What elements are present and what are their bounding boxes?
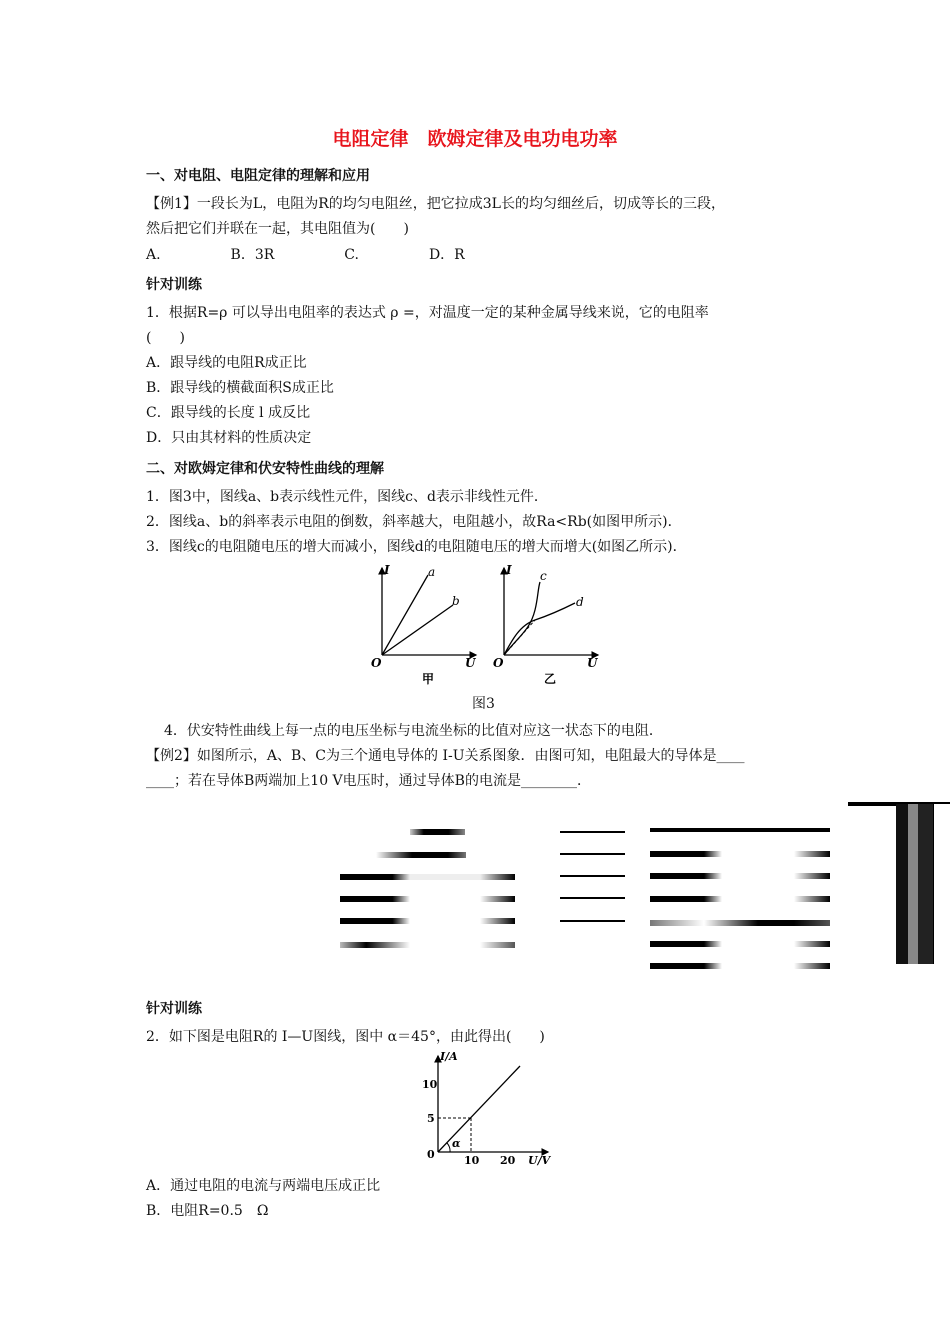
axis-u-label: U xyxy=(465,656,476,670)
section1-heading: 一、对电阻、电阻定律的理解和应用 xyxy=(146,168,370,184)
training1-heading: 针对训练 xyxy=(146,277,202,293)
question1-line2: ( ) xyxy=(146,330,185,346)
axis-i-label: I xyxy=(506,563,512,577)
line-a-label: a xyxy=(428,565,436,579)
example1-line1: 【例1】一段长为L，电阻为R的均匀电阻丝，把它拉成3L长的均匀细丝后，切成等长的三段， xyxy=(146,196,725,212)
figure-left-caption: 甲 xyxy=(422,672,435,685)
question1-option-c: C．跟导线的长度 l 成反比 xyxy=(146,405,311,421)
question2-option-a: A．通过电阻的电流与两端电压成正比 xyxy=(146,1178,381,1194)
section2-point4: 4．伏安特性曲线上每一点的电压坐标与电流坐标的比值对应这一状态下的电阻． xyxy=(164,723,663,739)
line-b xyxy=(382,605,453,655)
curve-d xyxy=(504,603,575,655)
x-axis-label: U/V xyxy=(528,1154,551,1167)
figure-right-caption: 乙 xyxy=(544,672,557,685)
line-b-label: b xyxy=(452,594,460,608)
curve-c-label: c xyxy=(540,569,547,583)
y-axis-label: I/A xyxy=(440,1050,458,1063)
question1-option-d: D．只由其材料的性质决定 xyxy=(146,430,312,446)
question2-text: 2．如下图是电阻R的 I—U图线，图中 α＝45°，由此得出( ) xyxy=(146,1029,545,1045)
origin-label: 0 xyxy=(427,1148,435,1161)
section2-point1: 1．图3中，图线a、b表示线性元件，图线c、d表示非线性元件． xyxy=(146,489,548,505)
iu-graph xyxy=(420,1048,560,1170)
training2-heading: 针对训练 xyxy=(146,1001,202,1017)
question1-option-a: A．跟导线的电阻R成正比 xyxy=(146,355,307,371)
example1-line2: 然后把它们并联在一起，其电阻值为( ) xyxy=(146,221,409,237)
axis-u-label: U xyxy=(587,656,598,670)
figure3-left-graph xyxy=(368,560,483,685)
question2-option-b: B．电阻R=0.5 Ω xyxy=(146,1203,269,1219)
line-a xyxy=(382,575,428,655)
section2-point3: 3．图线c的电阻随电压的增大而减小，图线d的电阻随电压的增大而增大(如图乙所示)． xyxy=(146,539,687,555)
x-tick-20: 20 xyxy=(500,1154,516,1167)
resistance-line xyxy=(438,1066,520,1152)
origin-label: O xyxy=(371,656,382,670)
figure3-right-graph xyxy=(490,560,605,685)
question1-line1: 1．根据R=ρ 可以导出电阻率的表达式 ρ =，对温度一定的某种金属导线来说，它的电阻率 xyxy=(146,305,709,321)
example1-options: A. B．3R C. D．R xyxy=(146,247,465,263)
section2-point2: 2．图线a、b的斜率表示电阻的倒数，斜率越大，电阻越小，故Ra<Rb(如图甲所示)． xyxy=(146,514,682,530)
section2-heading: 二、对欧姆定律和伏安特性曲线的理解 xyxy=(146,461,384,477)
figure3-caption: 图3 xyxy=(472,696,495,712)
origin-label: O xyxy=(493,656,504,670)
curve-d-label: d xyxy=(576,595,584,609)
x-tick-10: 10 xyxy=(464,1154,480,1167)
corrupted-figure-image xyxy=(0,800,950,970)
y-tick-10: 10 xyxy=(422,1078,438,1091)
example2-line2: ____；若在导体B两端加上10 V电压时，通过导体B的电流是________． xyxy=(146,773,591,789)
axis-i-label: I xyxy=(384,563,390,577)
y-tick-5: 5 xyxy=(427,1112,435,1125)
example2-line1: 【例2】如图所示，A、B、C为三个通电导体的 I-U关系图象．由图可知，电阻最大的导体是____ xyxy=(146,748,745,764)
page-title: 电阻定律 欧姆定律及电功电功率 xyxy=(332,128,618,150)
angle-label: α xyxy=(452,1137,461,1150)
question1-option-b: B．跟导线的横截面积S成正比 xyxy=(146,380,334,396)
